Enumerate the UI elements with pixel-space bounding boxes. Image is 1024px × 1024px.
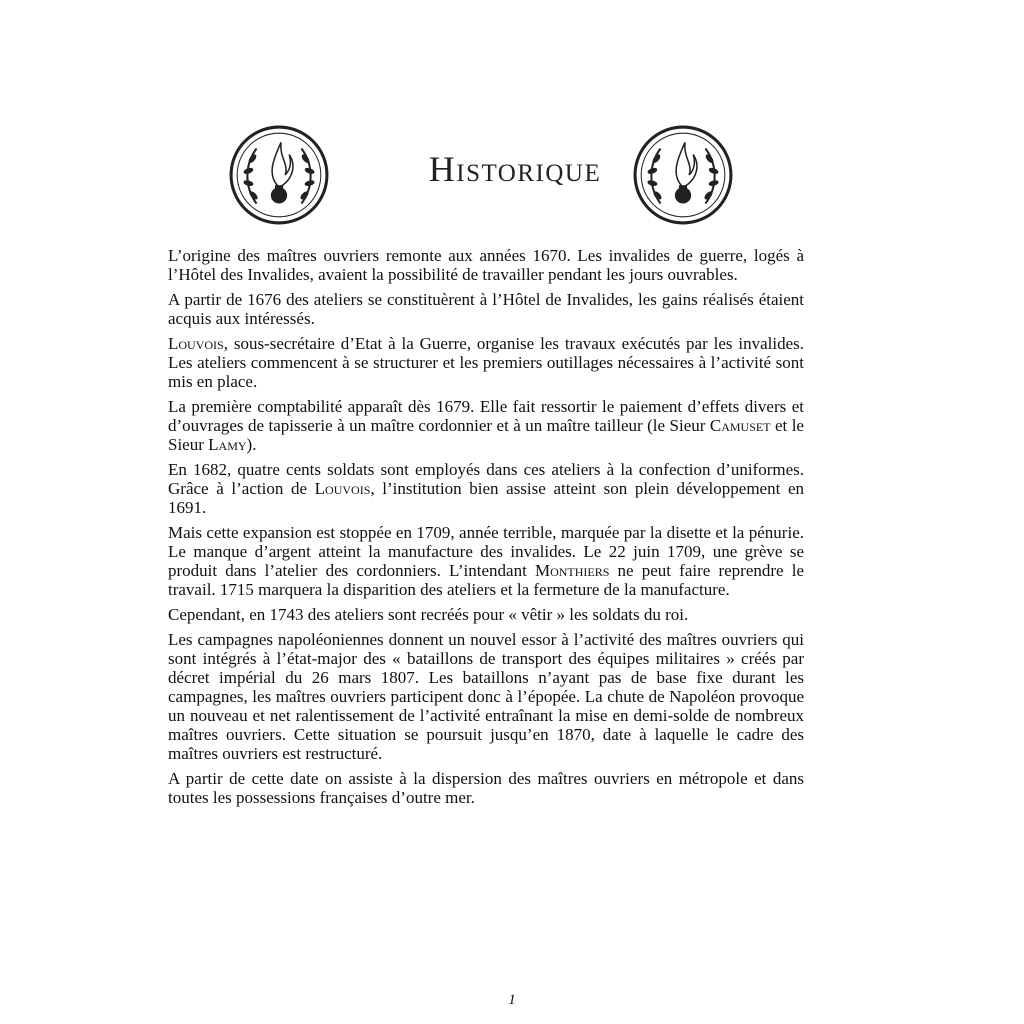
page-header: [228, 124, 802, 228]
person-name: Louvois: [314, 479, 371, 498]
paragraph-text: A partir de cette date on assiste à la dispersion des maîtres ouvriers en métropole et dans toutes les possessions françaises d’outre mer.: [168, 769, 804, 807]
paragraph: [168, 630, 804, 763]
person-name: Louvois: [168, 334, 224, 353]
paragraph: [168, 246, 804, 284]
paragraph: [168, 334, 804, 391]
paragraph: [168, 605, 804, 624]
paragraph-text: Cependant, en 1743 des ateliers sont recréés pour « vêtir » les soldats du roi.: [168, 605, 689, 624]
historique-body: [168, 246, 804, 813]
paragraph-text: , l’institution bien assise atteint son plein développement en 1691.: [168, 479, 804, 517]
paragraph-text: La première comptabilité apparaît dès 1679. Elle fait ressortir le paiement d’effets divers et d’ouvrages de tapisserie à un maître cordonnier et à un maître tailleur (le Sieur: [168, 397, 804, 435]
paragraph-text: ne peut faire reprendre le travail. 1715 marquera la disparition des ateliers et la fermeture de la manufacture.: [168, 561, 805, 599]
paragraph: [168, 460, 804, 517]
person-name: Camuset: [709, 416, 771, 435]
paragraph: [168, 769, 804, 807]
paragraph-text: , sous-secrétaire d’Etat à la Guerre, organise les travaux exécutés par les invalides. Les ateliers commencent à se structurer et les premiers outillages nécessaires à l’activité sont mis en place.: [168, 334, 804, 391]
paragraph-text: En 1682, quatre cents soldats sont employés dans ces ateliers à la confection d’uniformes. Grâce à l’action de: [168, 460, 804, 498]
paragraph-text: Mais cette expansion est stoppée en 1709, année terrible, marquée par la disette et la pénurie. Le manque d’argent atteint la manufacture des invalides. Le 22 juin 1709, une grève se produit dans l’atelier des cordonniers. L’intendant: [168, 523, 804, 580]
paragraph-text: et le Sieur: [168, 416, 804, 454]
paragraph-text: L’origine des maîtres ouvriers remonte aux années 1670. Les invalides de guerre, logés à l’Hôtel des Invalides, avaient la possibilité de travailler pendant les jours ouvrables.: [168, 246, 804, 284]
person-name: Lamy: [208, 435, 247, 454]
paragraph: [168, 397, 804, 454]
paragraph-text: ).: [246, 435, 257, 454]
paragraph-text: Les campagnes napoléoniennes donnent un nouvel essor à l’activité des maîtres ouvriers qui sont intégrés à l’état-major des « bataillons de transport des équipes militaires » créés par décret impérial du 26 mars 1807. Les bataillons n’ayant pas de base fixe durant les campagnes, les maîtres ouvriers participent donc à l’épopée. La chute de Napoléon provoque un nouveau et net ralentissement de l’activité entraînant la mise en demi-solde de nombreux maîtres ouvriers. Cette situation se poursuit jusqu’en 1870, date à laquelle le cadre des maîtres ouvriers est restructuré.: [168, 630, 804, 763]
grenade-laurel-emblem-icon: [632, 124, 734, 226]
person-name: Monthiers: [534, 561, 610, 580]
paragraph-text: A partir de 1676 des ateliers se constituèrent à l’Hôtel de Invalides, les gains réalisés étaient acquis aux intéressés.: [168, 290, 804, 328]
page-number: 1: [508, 992, 516, 1008]
paragraph: [168, 523, 804, 599]
page-title: Historique: [428, 149, 602, 189]
paragraph: [168, 290, 804, 328]
